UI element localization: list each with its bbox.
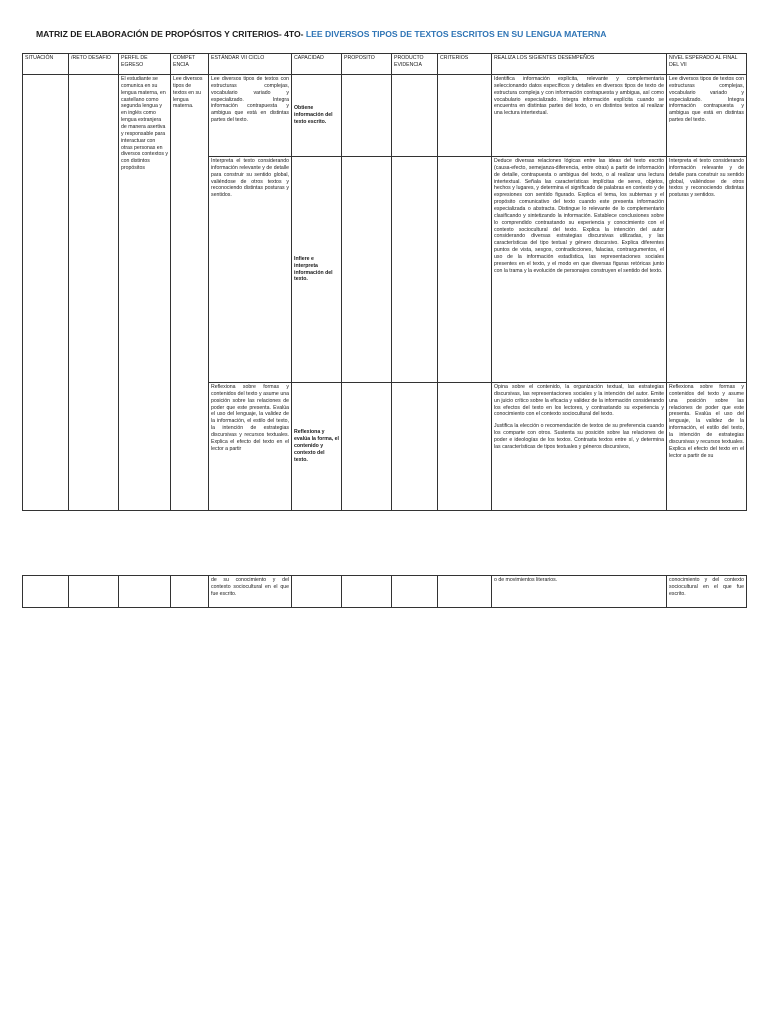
header-estandar: ESTÁNDAR VII CICLO xyxy=(209,54,292,75)
estandar-cell: de su conocimiento y del contexto sociocultural en el que fue escrito. xyxy=(209,576,292,608)
estandar-cell: Interpreta el texto considerando información relevante y de detalle para construir su sentido global, valiéndose de otros textos y reconociendo distintas posturas y sentidos. xyxy=(209,157,292,383)
perfil-cell xyxy=(119,576,171,608)
estandar-cell: Reflexiona sobre formas y contenidos del texto y asume una posición sobre las relaciones de poder que este presenta. Evalúa el uso del lenguaje, la validez de la información, el estilo del texto, la intención de estrategias discursivas y recursos textuales. Explica el efecto del texto en el lector a partir xyxy=(209,383,292,511)
situacion-cell xyxy=(23,75,69,511)
proposito-cell xyxy=(342,383,392,511)
capacidad-cell: Reflexiona y evalúa la forma, el contenido y contexto del texto. xyxy=(292,383,342,511)
header-competencia: COMPET ENCIA xyxy=(171,54,209,75)
producto-cell xyxy=(392,75,438,157)
desempenos-cell xyxy=(492,383,667,511)
perfil-cell: El estudiante se comunica en su lengua materna, en castellano como segunda lengua y en inglés como lengua extranjera de manera asertiva y responsable para interactuar con otras personas en diversos contextos y con distintos propósitos xyxy=(119,75,171,511)
nivel-cell: Reflexiona sobre formas y contenidos del texto y asume una posición sobre las relaciones de poder que este presenta. Evalúa el uso del lenguaje, la validez de la información, el estilo del texto, la intención de estrategias discursivas y recursos textuales. Explica el efecto del texto en el lector a partir de su xyxy=(667,383,747,511)
criterios-cell xyxy=(438,157,492,383)
criterios-cell xyxy=(438,383,492,511)
competencia-cell: Lee diversos tipos de textos en su lengua materna. xyxy=(171,75,209,511)
capacidad-cell: Obtiene información del texto escrito. xyxy=(292,75,342,157)
estandar-cell: Lee diversos tipos de textos con estructuras complejas, vocabulario variado y especializado. Integra información contrapuesta y ambigua que está en distintas partes del texto. xyxy=(209,75,292,157)
producto-cell xyxy=(392,576,438,608)
nivel-cell: conocimiento y del contexto sociocultural en el que fue escrito. xyxy=(667,576,747,608)
header-situacion: SITUACIÓN xyxy=(23,54,69,75)
producto-cell xyxy=(392,383,438,511)
capacidad-cell: Infiere e interpreta información del texto. xyxy=(292,157,342,383)
situacion-cell xyxy=(23,576,69,608)
header-row xyxy=(23,54,747,75)
header-perfil: PERFIL DE EGRESO xyxy=(119,54,171,75)
title-highlight: LEE DIVERSOS TIPOS DE TEXTOS ESCRITOS EN SU LENGUA MATERNA xyxy=(303,29,607,39)
header-nivel: NIVEL ESPERADO AL FINAL DEL VII xyxy=(667,54,747,75)
proposito-cell xyxy=(342,75,392,157)
header-desempenos: REALIZA LOS SIGIENTES DESEMPEÑOS xyxy=(492,54,667,75)
page-title xyxy=(36,29,606,39)
desempenos-cell: o de movimientos literarios. xyxy=(492,576,667,608)
proposito-cell xyxy=(342,576,392,608)
header-capacidad: CAPACIDAD xyxy=(292,54,342,75)
matrix-table xyxy=(22,53,747,511)
nivel-cell: Lee diversos tipos de textos con estructuras complejas, vocabulario variado y especializado. Integra información contrapuesta y ambigua que está en distintas partes del texto. xyxy=(667,75,747,157)
header-criterios: CRITERIOS xyxy=(438,54,492,75)
criterios-cell xyxy=(438,75,492,157)
proposito-cell xyxy=(342,157,392,383)
table-row xyxy=(23,75,747,157)
reto-cell xyxy=(69,576,119,608)
header-producto: PRODUCTO EVIDENCIA xyxy=(392,54,438,75)
header-reto: /RETO DESAFIO xyxy=(69,54,119,75)
table-row xyxy=(23,576,747,608)
desempenos-cell: Deduce diversas relaciones lógicas entre las ideas del texto escrito (causa-efecto, semejanza-diferencia, entre otras) a partir de información de detalle, contrapuesta o ambigua del texto, o al realizar una lectura intertextual. Señala las características implícitas de seres, objetos, hechos y lugares, y determina el significado de palabras en contexto y de expresiones con sentido figurado. Explica el tema, los subtemas y el propósito comunicativo del texto cuando este presenta información especializada o abstracta. Distingue lo relevante de lo complementario clasificando y sintetizando la información. Establece conclusiones sobre lo comprendido contrastando su experiencia y conocimiento con el contexto sociocultural del texto. Explica la intención del autor considerando diversas estrategias discursivas utilizadas, y las características del tipo textual y género discursivo. Explica diferentes puntos de vista, sesgos, contradicciones, falacias, contrargumentos, el uso de la información estadística, las representaciones sociales presentes en el texto, y el modo en que diversas figuras retóricas junto con la trama y la evolución de personajes construyen el sentido del texto. xyxy=(492,157,667,383)
desempeno-paragraph: Opina sobre el contenido, la organización textual, las estrategias discursivas, las representaciones sociales y la intención del autor. Emite un juicio crítico sobre la eficacia y validez de la información considerando los efectos del texto en los lectores, y contrastando su experiencia y conocimiento con el contexto sociocultural del texto. xyxy=(494,384,664,418)
competencia-cell xyxy=(171,576,209,608)
title-prefix: MATRIZ DE ELABORACIÓN DE PROPÓSITOS Y CRITERIOS- 4TO- xyxy=(36,29,304,39)
continuation-table xyxy=(22,575,747,608)
desempeno-paragraph: Justifica la elección o recomendación de textos de su preferencia cuando los comparte con otros. Sustenta su posición sobre las relaciones de poder e ideologías de los textos. Contrasta textos entre sí, y determina las características de tipos textuales y géneros discursivos, xyxy=(494,423,664,450)
nivel-cell: Interpreta el texto considerando información relevante y de detalle para construir su sentido global, valiéndose de otros textos y reconociendo distintas posturas y sentidos. xyxy=(667,157,747,383)
producto-cell xyxy=(392,157,438,383)
reto-cell xyxy=(69,75,119,511)
criterios-cell xyxy=(438,576,492,608)
desempenos-cell: Identifica información explícita, relevante y complementaria seleccionando datos específicos y detalles en diversos tipos de texto de estructura compleja y con información contrapuesta y ambigua, así como vocabulario especializado. Integra información explícita cuando se encuentra en distintas partes del texto, o en distintos textos al realizar una lectura intertextual. xyxy=(492,75,667,157)
capacidad-cell xyxy=(292,576,342,608)
header-proposito: PROPOSITO xyxy=(342,54,392,75)
